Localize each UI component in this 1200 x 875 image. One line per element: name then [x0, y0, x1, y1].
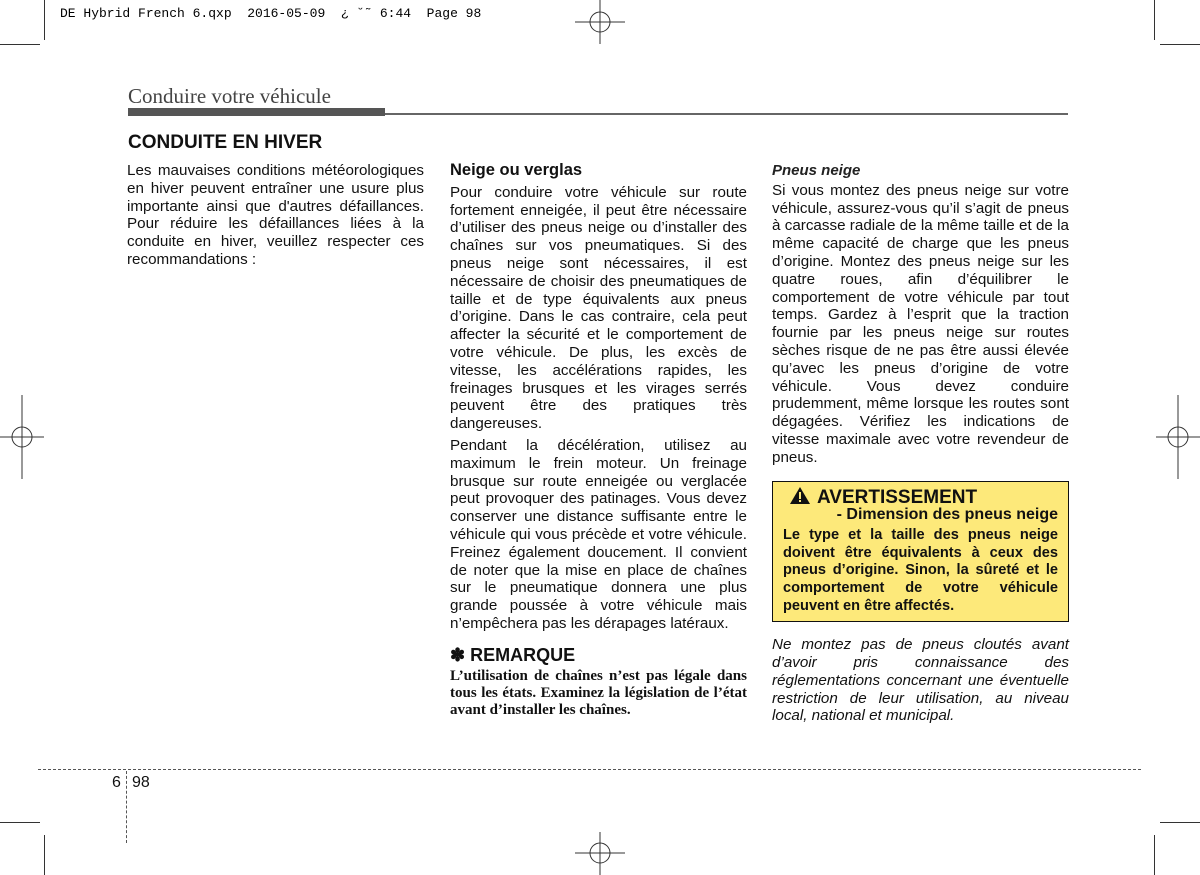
- print-header-info: DE Hybrid French 6.qxp 2016-05-09 ¿ ˘˜ 6:44 Page 98: [60, 6, 482, 21]
- italic-note: Ne montez pas de pneus cloutés avant d’avoir pris connaissance des réglementations concernant une éventuelle restriction de leur utilisation, au niveau local, national et municipal.: [772, 636, 1069, 725]
- remark-title: ✽ REMARQUE: [450, 644, 576, 665]
- registration-mark-icon: [1156, 395, 1200, 479]
- crop-mark: [1160, 822, 1200, 823]
- footer-divider: [38, 769, 1141, 770]
- footer-vertical-divider: [126, 771, 127, 843]
- subheading-snow-ice: Neige ou verglas: [450, 161, 583, 179]
- crop-mark: [1160, 44, 1200, 45]
- column-middle: [450, 162, 747, 720]
- registration-mark-icon: [575, 0, 625, 44]
- subheading-snow-tires: Pneus neige: [772, 162, 861, 179]
- warning-triangle-icon: [789, 486, 811, 505]
- paragraph: Pour conduire votre véhicule sur route fortement enneigée, il peut être nécessaire d’utiliser des pneus neige ou d’installer des chaînes sur vos pneumatiques. Si des pneus neige sont nécessaires, il est nécessaire de choisir des pneumatiques de taille et de type équivalents aux pneus d’origine. Dans le cas contraire, cela peut affecter la sécurité et le comportement de votre véhicule. De plus, les excès de vitesse, les accélérations rapides, les freinages brusques et les virages serrés peuvent être des pratiques très dangereuses.: [450, 183, 747, 433]
- crop-mark: [44, 0, 45, 40]
- column-left: [127, 162, 424, 273]
- warning-body: Le type et la taille des pneus neige doivent être équivalents à ceux des pneus d’origine. Sinon, la sûreté et le comportement de votre véhicule peuvent en être affectés.: [783, 527, 1058, 614]
- crop-mark: [0, 44, 40, 45]
- crop-mark: [1154, 0, 1155, 40]
- chapter-number: 6: [112, 774, 121, 791]
- heading-rule: [385, 113, 1068, 115]
- column-right: [772, 162, 1069, 729]
- warning-title: AVERTISSEMENT: [817, 486, 978, 508]
- crop-mark: [1154, 835, 1155, 875]
- remark-body: L’utilisation de chaînes n’est pas légale dans tous les états. Examinez la législation de l’état avant d’installer les chaînes.: [450, 667, 747, 719]
- registration-mark-icon: [0, 395, 44, 479]
- page-number: 98: [132, 774, 150, 791]
- heading-bar: [128, 108, 385, 116]
- section-title: Conduire votre véhicule: [128, 84, 331, 108]
- warning-box: [772, 481, 1069, 623]
- warning-subtitle: - Dimension des pneus neige: [836, 506, 1058, 524]
- registration-mark-icon: [575, 832, 625, 875]
- page-heading: CONDUITE EN HIVER: [128, 132, 323, 153]
- paragraph: Si vous montez des pneus neige sur votre véhicule, assurez-vous qu’il s’agit de pneus à carcasse radiale de la même taille et de la même capacité de charge que les pneus d’origine. Montez des pneus neige sur les quatre roues, afin d’équilibrer le comportement de votre véhicule par tout temps. Gardez à l’esprit que la traction fournie par les pneus neige sur routes sèches risque de ne pas être aussi élevée qu’avec les pneus d’origine de votre véhicule. Vous devez conduire prudemment, même lorsque les routes sont dégagées. Vérifiez les indications de vitesse maximale avec votre revendeur de pneus.: [772, 181, 1069, 466]
- intro-paragraph: Les mauvaises conditions météorologiques en hiver peuvent entraîner une usure plus importante ainsi que d'autres défaillances. Pour réduire les défaillances liées à la conduite en hiver, veuillez respecter ces recommandations :: [127, 162, 424, 268]
- paragraph: Pendant la décélération, utilisez au maximum le frein moteur. Un freinage brusque sur route enneigée ou verglacée peut provoquer des patinages. Vous devez conserver une distance suffisante entre le véhicule qui vous précède et votre véhicule. Freinez également doucement. Il convient de noter que la mise en place de chaînes sur le pneumatique donnera une plus grande poussée à votre véhicule mais n’empêchera pas les dérapages latéraux.: [450, 436, 747, 632]
- warning-title-row: [783, 486, 1058, 507]
- crop-mark: [44, 835, 45, 875]
- crop-mark: [0, 822, 40, 823]
